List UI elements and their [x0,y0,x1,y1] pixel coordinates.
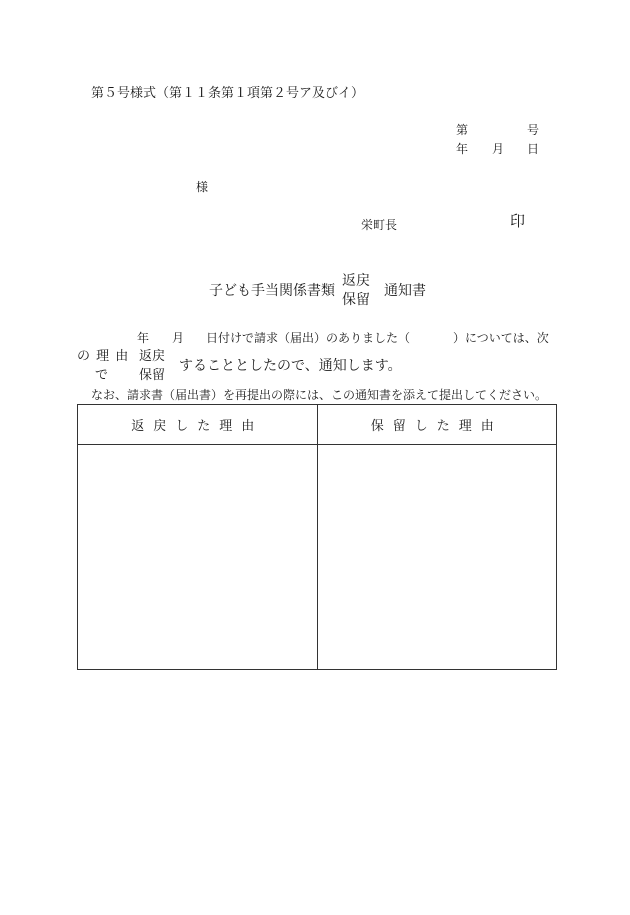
date-month: 月 [492,142,505,156]
title-option-return: 返戻 [342,273,370,289]
document-title-suffix: 通知書 [384,283,426,299]
reasons-table [77,404,557,670]
title-option-hold: 保留 [342,292,370,308]
seal-mark: 印 [510,212,526,230]
body-line2-suffix: することとしたので、通知します。 [179,358,402,374]
date-year: 年 [456,142,469,156]
doc-number-prefix: 第 [456,123,469,137]
column-header-hold-reason: 保留した理由 [317,405,557,445]
addressee-honorific: 様 [196,180,209,194]
body-option-hold: 保留 [139,368,166,383]
body-line3: なお、請求書（届出書）を再提出の際には、この通知書を添えて提出してください。 [91,388,548,402]
return-reason-cell[interactable] [78,445,318,670]
doc-number-suffix: 号 [527,123,540,137]
body-option-return: 返戻 [139,349,166,364]
hold-reason-cell[interactable] [317,445,557,670]
document-title-prefix: 子ども手当関係書類 [209,283,335,299]
form-number: 第５号様式（第１１条第１項第２号ア及びイ） [91,86,365,101]
date-day: 日 [527,142,540,156]
body-month: 月 [172,331,185,345]
body-year: 年 [137,331,150,345]
body-line2-de: で [95,368,109,383]
column-header-return-reason: 返戻した理由 [78,405,318,445]
body-line1-end: ）については、次 [453,331,549,345]
body-line2-prefix: の 理 由 [77,349,130,364]
body-line1-mid: 日付けで請求（届出）のありました（ [206,331,411,345]
issuer-title: 栄町長 [361,218,398,232]
